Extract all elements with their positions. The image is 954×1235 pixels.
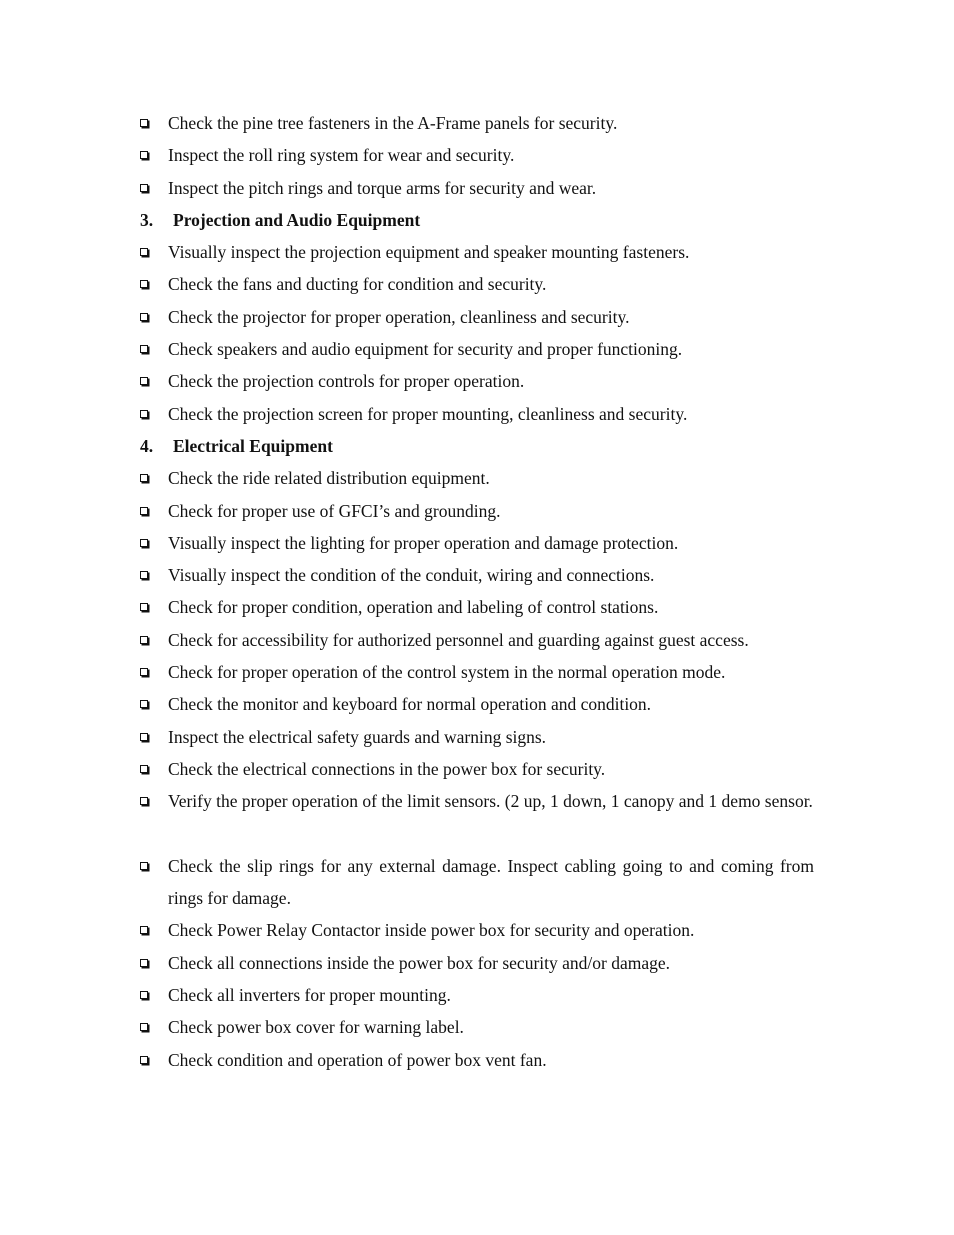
- checkbox-bullet-icon: [140, 991, 148, 999]
- checkbox-bullet-icon: [140, 280, 148, 288]
- item-text: Check power box cover for warning label.: [168, 1017, 464, 1038]
- section-heading: [0, 204, 954, 236]
- checklist-item: [0, 947, 954, 979]
- checklist-item: [0, 914, 954, 946]
- checkbox-bullet-icon: [140, 765, 148, 773]
- item-text: Visually inspect the projection equipment and speaker mounting fasteners.: [168, 242, 690, 263]
- checkbox-bullet-icon: [140, 636, 148, 644]
- checkbox-bullet-icon: [140, 668, 148, 676]
- item-text: Check for proper condition, operation and labeling of control stations.: [168, 597, 659, 618]
- checkbox-bullet-icon: [140, 926, 148, 934]
- checkbox-bullet-icon: [140, 571, 148, 579]
- checklist-item: [0, 398, 954, 430]
- checkbox-bullet-icon: [140, 184, 148, 192]
- checklist-item: [0, 753, 954, 785]
- checkbox-bullet-icon: [140, 733, 148, 741]
- checkbox-bullet-icon: [140, 959, 148, 967]
- checkbox-bullet-icon: [140, 1023, 148, 1031]
- checklist-item: [0, 107, 954, 139]
- checkbox-bullet-icon: [140, 410, 148, 418]
- checklist-item: [0, 559, 954, 591]
- checklist-item: [0, 301, 954, 333]
- section-number: 4.: [140, 435, 154, 456]
- item-text: Inspect the electrical safety guards and warning signs.: [168, 726, 547, 747]
- checklist-item: [0, 236, 954, 268]
- checkbox-bullet-icon: [140, 1056, 148, 1064]
- item-text: Check condition and operation of power box vent fan.: [168, 1049, 547, 1070]
- checkbox-bullet-icon: [140, 797, 148, 805]
- item-text: Verify the proper operation of the limit sensors. (2 up, 1 down, 1 canopy and 1 demo sensor.: [168, 791, 813, 812]
- item-text: Check the fans and ducting for condition and security.: [168, 274, 547, 295]
- checklist-item: [0, 172, 954, 204]
- item-text: Inspect the roll ring system for wear and security.: [168, 145, 515, 166]
- checkbox-bullet-icon: [140, 507, 148, 515]
- checklist-item: [0, 1044, 954, 1076]
- checkbox-bullet-icon: [140, 474, 148, 482]
- section-title: Electrical Equipment: [173, 435, 333, 456]
- checkbox-bullet-icon: [140, 862, 148, 870]
- checklist-item: [0, 591, 954, 623]
- checklist-item: [0, 495, 954, 527]
- item-text: Check the slip rings for any external damage. Inspect cabling going to and coming from rings for damage.: [168, 855, 814, 909]
- item-text: Visually inspect the lighting for proper operation and damage protection.: [168, 532, 679, 553]
- checklist-item: [0, 268, 954, 300]
- checkbox-bullet-icon: [140, 313, 148, 321]
- checklist-item: [0, 688, 954, 720]
- checklist-item: [0, 979, 954, 1011]
- item-text: Check the electrical connections in the power box for security.: [168, 758, 606, 779]
- item-text: Check the monitor and keyboard for normal operation and condition.: [168, 694, 652, 715]
- checkbox-bullet-icon: [140, 377, 148, 385]
- item-text: Check speakers and audio equipment for security and proper functioning.: [168, 339, 683, 360]
- section-number: 3.: [140, 209, 154, 230]
- checklist-item: [0, 139, 954, 171]
- item-text: Check for accessibility for authorized personnel and guarding against guest access.: [168, 629, 749, 650]
- item-text: Check the projection controls for proper operation.: [168, 371, 525, 392]
- checkbox-bullet-icon: [140, 345, 148, 353]
- checkbox-bullet-icon: [140, 539, 148, 547]
- item-text: Check for proper operation of the control system in the normal operation mode.: [168, 662, 726, 683]
- checklist-item: [0, 333, 954, 365]
- section-heading: [0, 430, 954, 462]
- item-text: Check the projection screen for proper mounting, cleanliness and security.: [168, 403, 688, 424]
- checklist-item: [0, 850, 954, 915]
- checkbox-bullet-icon: [140, 119, 148, 127]
- item-text: Check for proper use of GFCI’s and grounding.: [168, 500, 501, 521]
- checklist-item: [0, 624, 954, 656]
- item-text: Check all inverters for proper mounting.: [168, 985, 451, 1006]
- checklist-item: [0, 721, 954, 753]
- item-text: Check all connections inside the power box for security and/or damage.: [168, 952, 670, 973]
- item-text: Inspect the pitch rings and torque arms for security and wear.: [168, 177, 597, 198]
- section-title: Projection and Audio Equipment: [173, 209, 421, 230]
- checklist-item: [0, 462, 954, 494]
- checkbox-bullet-icon: [140, 700, 148, 708]
- checkbox-bullet-icon: [140, 248, 148, 256]
- checklist-item: [0, 527, 954, 559]
- checkbox-bullet-icon: [140, 603, 148, 611]
- checklist-item: [0, 656, 954, 688]
- checklist-item: [0, 1011, 954, 1043]
- item-text: Visually inspect the condition of the conduit, wiring and connections.: [168, 565, 655, 586]
- checklist-item: [0, 785, 954, 850]
- checklist: [0, 107, 954, 1076]
- item-text: Check the ride related distribution equipment.: [168, 468, 490, 489]
- checklist-item: [0, 365, 954, 397]
- item-text: Check Power Relay Contactor inside power box for security and operation.: [168, 920, 695, 941]
- checkbox-bullet-icon: [140, 151, 148, 159]
- item-text: Check the projector for proper operation, cleanliness and security.: [168, 306, 630, 327]
- item-text: Check the pine tree fasteners in the A-Frame panels for security.: [168, 113, 618, 133]
